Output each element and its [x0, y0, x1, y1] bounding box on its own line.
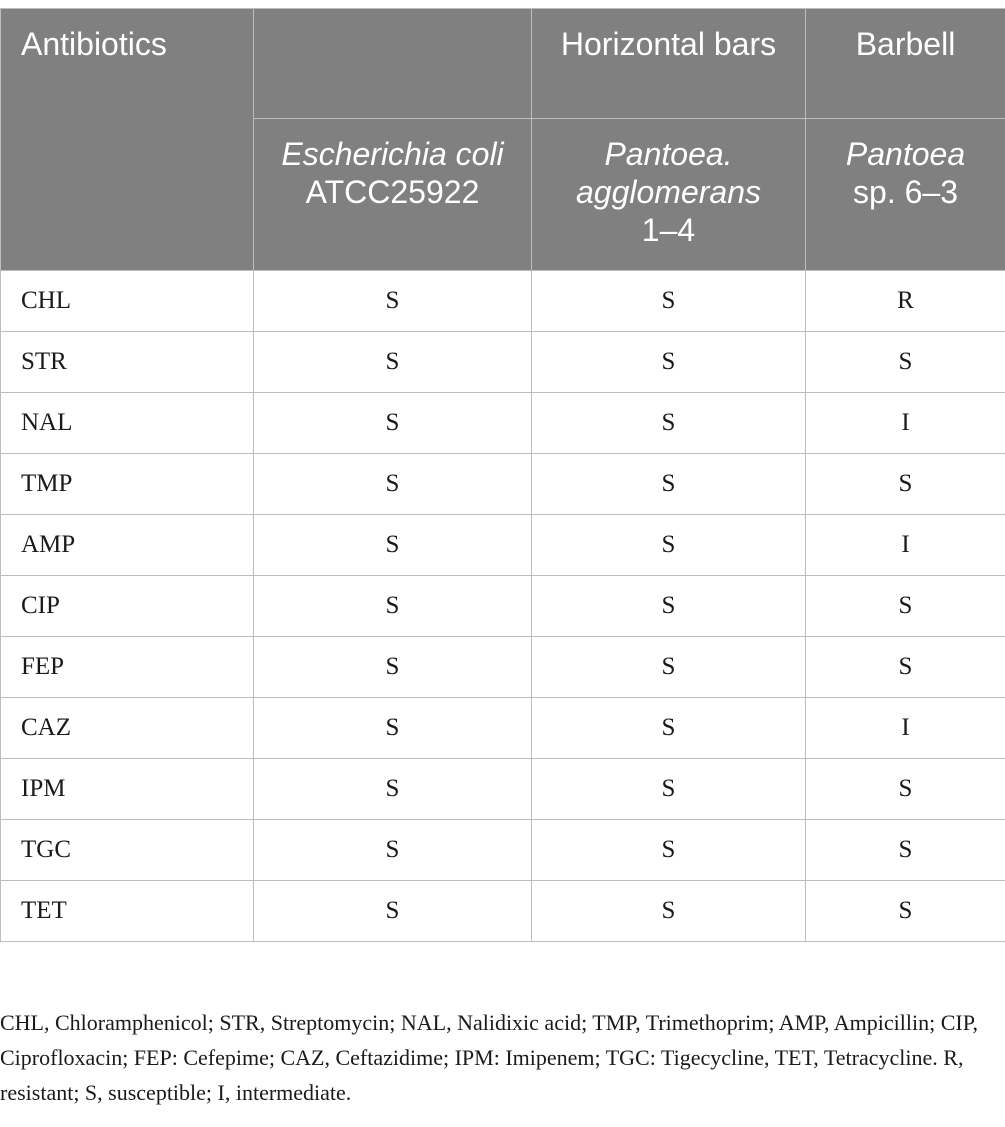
antibiotic-cell: TGC	[1, 820, 254, 881]
pantoea-sp-result-cell: S	[806, 637, 1005, 698]
table-row	[1, 759, 1005, 820]
ecoli-result-cell: S	[254, 698, 532, 759]
pantoea-agglomerans-result-cell: S	[532, 454, 806, 515]
pantoea-agglomerans-result-cell: S	[532, 820, 806, 881]
pantoea-sp-result-cell: S	[806, 881, 1005, 942]
pantoea-agglomerans-result-cell: S	[532, 698, 806, 759]
pantoea-agglomerans-result-cell: S	[532, 881, 806, 942]
header-psp-strain: sp. 6–3	[853, 174, 958, 210]
header-ecoli	[254, 119, 532, 271]
pantoea-sp-result-cell: R	[806, 271, 1005, 332]
antibiotic-cell: FEP	[1, 637, 254, 698]
ecoli-result-cell: S	[254, 515, 532, 576]
ecoli-result-cell: S	[254, 881, 532, 942]
ecoli-result-cell: S	[254, 759, 532, 820]
table-row	[1, 820, 1005, 881]
pantoea-agglomerans-result-cell: S	[532, 332, 806, 393]
header-ecoli-species: Escherichia coli	[281, 136, 504, 172]
pantoea-sp-result-cell: S	[806, 576, 1005, 637]
ecoli-result-cell: S	[254, 393, 532, 454]
antibiotic-cell: STR	[1, 332, 254, 393]
table-row	[1, 454, 1005, 515]
antibiotic-cell: AMP	[1, 515, 254, 576]
header-pagg-strain: 1–4	[641, 212, 696, 248]
pantoea-agglomerans-result-cell: S	[532, 759, 806, 820]
table-row	[1, 332, 1005, 393]
pantoea-agglomerans-result-cell: S	[532, 637, 806, 698]
table-row	[1, 515, 1005, 576]
table-row	[1, 271, 1005, 332]
pantoea-agglomerans-result-cell: S	[532, 393, 806, 454]
pantoea-sp-result-cell: S	[806, 332, 1005, 393]
pantoea-sp-result-cell: I	[806, 515, 1005, 576]
header-psp-genus: Pantoea	[845, 136, 966, 172]
table-header	[1, 9, 1005, 271]
pantoea-agglomerans-result-cell: S	[532, 576, 806, 637]
table-row	[1, 576, 1005, 637]
antibiotic-cell: TMP	[1, 454, 254, 515]
pantoea-sp-result-cell: S	[806, 454, 1005, 515]
antibiotic-cell: CIP	[1, 576, 254, 637]
header-horizontal-bars: Horizontal bars	[532, 9, 806, 119]
table-row	[1, 393, 1005, 454]
pantoea-sp-result-cell: S	[806, 820, 1005, 881]
ecoli-result-cell: S	[254, 332, 532, 393]
header-blank	[254, 9, 532, 119]
header-ecoli-strain: ATCC25922	[305, 174, 480, 210]
pantoea-sp-result-cell: I	[806, 393, 1005, 454]
ecoli-result-cell: S	[254, 454, 532, 515]
ecoli-result-cell: S	[254, 637, 532, 698]
antibiotic-cell: TET	[1, 881, 254, 942]
header-pantoea-sp	[806, 119, 1005, 271]
ecoli-result-cell: S	[254, 271, 532, 332]
susceptibility-table	[0, 8, 1005, 942]
ecoli-result-cell: S	[254, 820, 532, 881]
header-barbell: Barbell	[806, 9, 1005, 119]
table-row	[1, 637, 1005, 698]
table-row	[1, 881, 1005, 942]
header-antibiotics: Antibiotics	[1, 9, 254, 271]
table-body	[1, 271, 1005, 942]
table-footnote: CHL, Chloramphenicol; STR, Streptomycin; NAL, Nalidixic acid; TMP, Trimethoprim; AMP, Ampicillin; CIP, Ciprofloxacin; FEP: Cefepime; CAZ, Ceftazidime; IPM: Imipenem; TGC: Tigecycline, TET, Tetracycline. R, resistant; S, susceptible; I, intermediate.	[0, 1010, 979, 1105]
pantoea-sp-result-cell: S	[806, 759, 1005, 820]
pantoea-sp-result-cell: I	[806, 698, 1005, 759]
antibiotic-cell: NAL	[1, 393, 254, 454]
pantoea-agglomerans-result-cell: S	[532, 515, 806, 576]
header-pantoea-agglomerans	[532, 119, 806, 271]
ecoli-result-cell: S	[254, 576, 532, 637]
pantoea-agglomerans-result-cell: S	[532, 271, 806, 332]
header-row-1	[1, 9, 1005, 119]
antibiotic-cell: IPM	[1, 759, 254, 820]
header-pagg-species: Pantoea. agglomerans	[576, 136, 761, 210]
antibiotic-cell: CAZ	[1, 698, 254, 759]
antibiotic-cell: CHL	[1, 271, 254, 332]
table-row	[1, 698, 1005, 759]
